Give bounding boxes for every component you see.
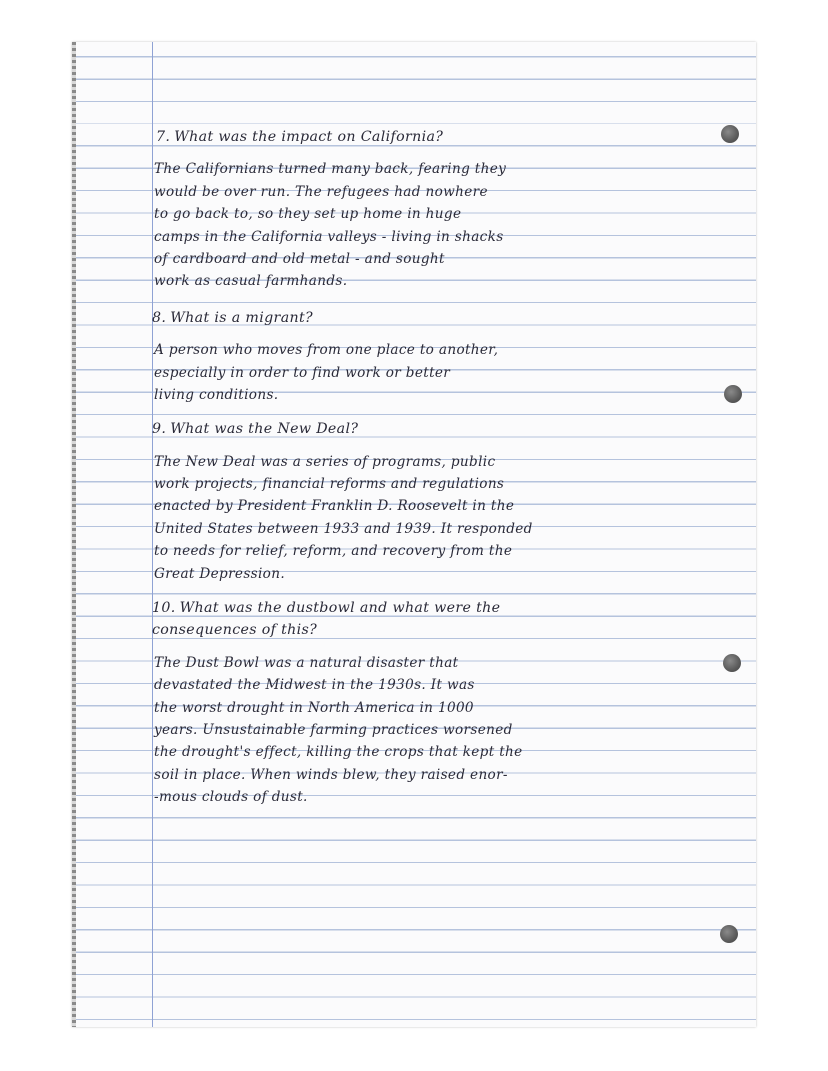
answer-8 [152, 339, 692, 406]
answer-7 [152, 158, 692, 292]
question-text: What was the impact on California? [174, 129, 444, 145]
question-text: consequences of this? [152, 622, 318, 639]
question-number: 9. [152, 421, 167, 438]
punch-hole [720, 925, 738, 943]
question-text: What is a migrant? [170, 309, 313, 326]
answer-10 [152, 652, 692, 809]
answer-line: -mous clouds of dust. [154, 789, 308, 806]
answer-line: to go back to, so they set up home in huge [154, 206, 462, 223]
answer-line: camps in the California valleys - living in shacks [154, 228, 504, 245]
punch-hole [723, 654, 741, 672]
answer-line: United States between 1933 and 1939. It responded [154, 520, 533, 537]
punch-hole [724, 385, 742, 403]
question-9 [152, 418, 692, 440]
answer-line: The Dust Bowl was a natural disaster that [154, 654, 459, 671]
answer-line: the worst drought in North America in 1000 [154, 699, 474, 716]
answer-line: soil in place. When winds blew, they raised enor- [154, 766, 508, 783]
answer-line: especially in order to find work or better [154, 364, 451, 381]
question-text: What was the dustbowl and what were the [179, 600, 501, 617]
answer-line: The Californians turned many back, fearing they [154, 161, 507, 178]
answer-line: living conditions. [154, 386, 279, 403]
question-number: 7. [156, 129, 171, 145]
answer-line: years. Unsustainable farming practices worsened [154, 721, 513, 738]
answer-line: A person who moves from one place to another, [154, 342, 499, 359]
answer-line: The New Deal was a series of programs, public [154, 453, 496, 470]
question-8 [152, 307, 692, 329]
answer-9 [152, 451, 692, 585]
answer-line: would be over run. The refugees had nowhere [154, 183, 488, 200]
answer-line: Great Depression. [154, 565, 285, 582]
answer-line: to needs for relief, reform, and recovery from the [154, 543, 513, 560]
punch-hole [721, 125, 739, 143]
answer-line: the drought's effect, killing the crops that kept the [154, 744, 523, 761]
notebook-page [72, 42, 756, 1027]
question-text: What was the New Deal? [170, 421, 359, 438]
answer-line: of cardboard and old metal - and sought [154, 250, 445, 267]
question-number: 10. [152, 600, 176, 617]
answer-line: work projects, financial reforms and regulations [154, 476, 505, 493]
question-number: 8. [152, 309, 167, 326]
answer-line: work as casual farmhands. [154, 273, 348, 290]
answer-line: devastated the Midwest in the 1930s. It was [154, 677, 475, 694]
question-7 [152, 126, 692, 148]
answer-line: enacted by President Franklin D. Roosevelt in the [154, 498, 515, 515]
question-10 [152, 597, 692, 642]
handwritten-notes [152, 126, 692, 809]
